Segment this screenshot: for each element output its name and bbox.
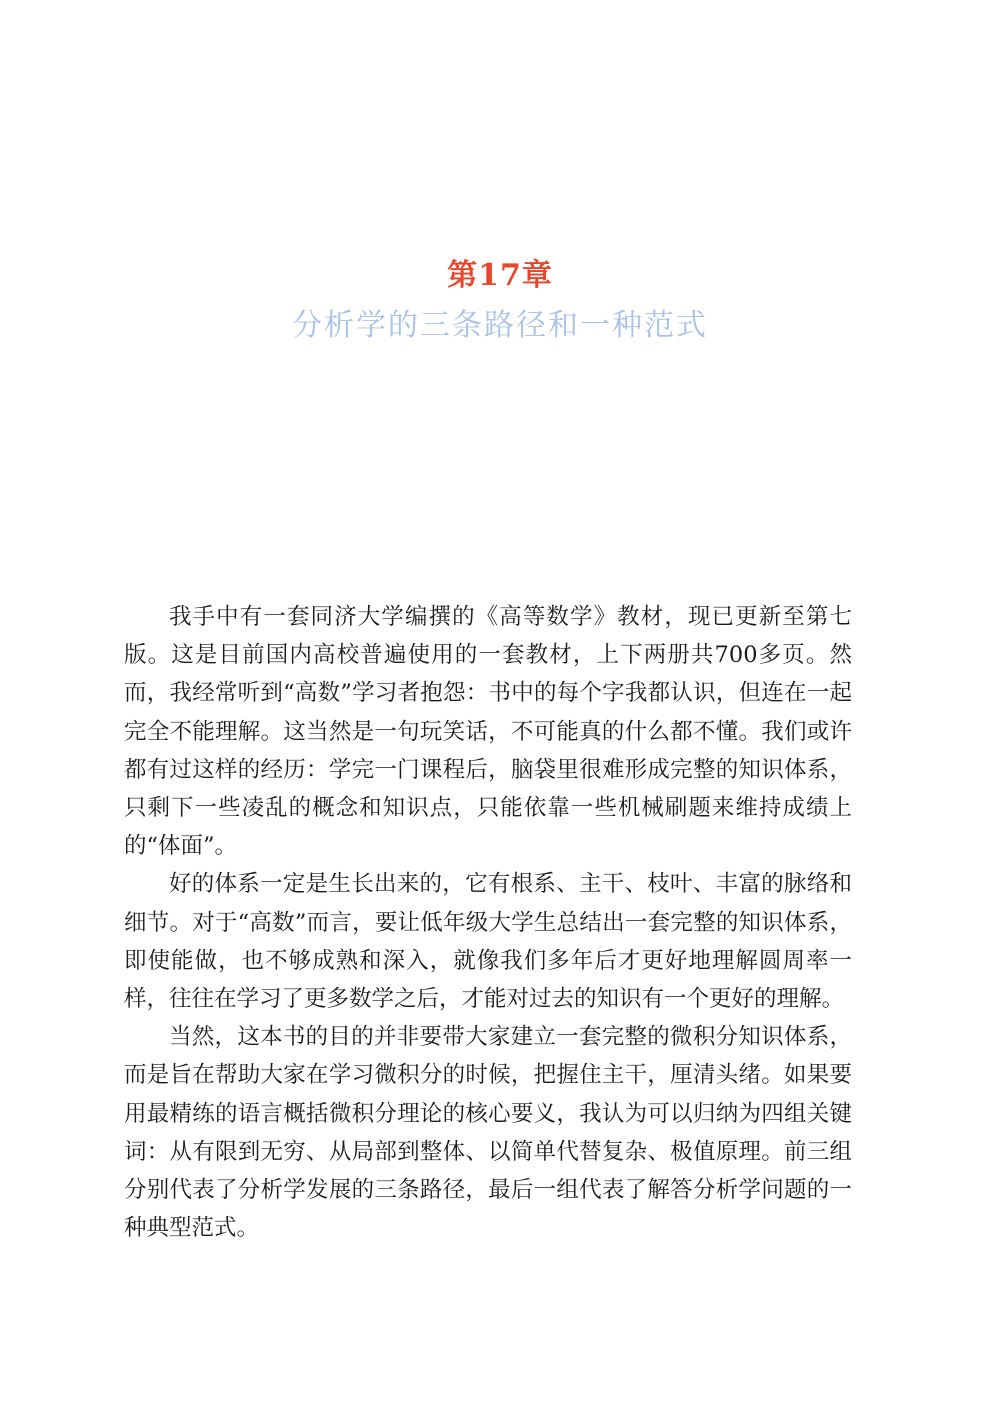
- chapter-title: 分析学的三条路径和一种范式: [292, 308, 708, 343]
- chapter-number: 第17章: [447, 258, 553, 293]
- chapter-header: [0, 258, 1000, 346]
- paragraph-2: 好的体系一定是生长出来的，它有根系、主干、枝叶、丰富的脉络和细节。对于“高数”而言，要让低年级大学生总结出一套完整的知识体系，即使能做，也不够成熟和深入，就像我们多年后才更好地理解圆周率一样，往往在学习了更多数学之后，才能对过去的知识有一个更好的理解。: [124, 871, 852, 1013]
- paragraph-1: 我手中有一套同济大学编撰的《高等数学》教材，现已更新至第七版。这是目前国内高校普遍使用的一套教材，上下两册共700多页。然而，我经常听到“高数”学习者抱怨：书中的每个字我都认识，但连在一起完全不能理解。这当然是一句玩笑话，不可能真的什么都不懂。我们或许都有过这样的经历：学完一门课程后，脑袋里很难形成完整的知识体系，只剩下一些凌乱的概念和知识点，只能依靠一些机械刷题来维持成绩上的“体面”。: [124, 604, 852, 860]
- body-text: [124, 598, 852, 1247]
- paragraph-3: 当然，这本书的目的并非要带大家建立一套完整的微积分知识体系，而是旨在帮助大家在学习微积分的时候，把握住主干，厘清头绪。如果要用最精练的语言概括微积分理论的核心要义，我认为可以归纳为四组关键词：从有限到无穷、从局部到整体、以简单代替复杂、极值原理。前三组分别代表了分析学发展的三条路径，最后一组代表了解答分析学问题的一种典型范式。: [124, 1024, 852, 1242]
